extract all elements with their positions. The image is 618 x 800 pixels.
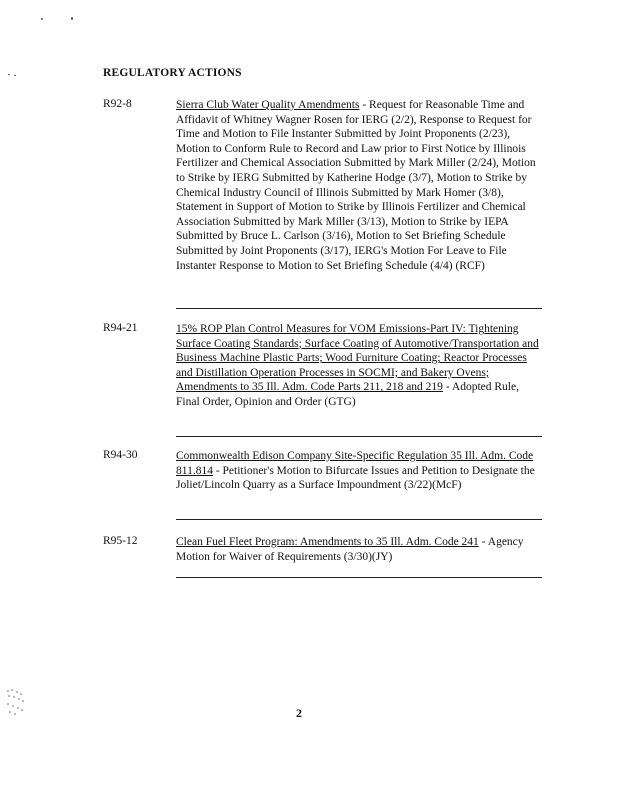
scan-speck [41,18,43,20]
entry-divider [176,308,542,309]
scan-speck [14,75,16,76]
entry-text: - Adopted Rule, Final Order, Opinion and Order (GTG) [176,381,519,408]
entry-description [176,322,542,410]
scan-artifact-mark [5,688,27,716]
entry-title: Sierra Club Water Quality Amendments [176,99,360,111]
entry-title: Commonwealth Edison Company Site-Specific Regulation 35 Ill. Adm. Code 811.814 [176,450,534,477]
section-heading: REGULATORY ACTIONS [103,67,242,79]
docket-number: R94-21 [103,322,138,334]
scan-speck [8,74,10,75]
entry-text: - Request for Reasonable Time and Affidavit of Whitney Wagner Rosen for IERG (2/2), Response to Request for Time and Motion to File Instanter Submitted by Joint Proponents (2/23), Motion to Conform Rule to Record and Law prior to First Notice by Illinois Fertilizer and Chemical Association Submitted by Mark Miller (2/24), Motion to Strike by IERG Submitted by Katherine Hodge (3/7), Motion to Strike by Chemical Industry Council of Illinois Submitted by Mark Homer (3/8), Statement in Support of Motion to Strike by Illinois Fertilizer and Chemical Association Submitted by Mark Miller (3/13), Motion to Strike by IEPA Submitted by Bruce L. Carlson (3/16), Motion to Set Briefing Schedule Submitted by Joint Proponents (3/17), IERG's Motion For Leave to File Instanter Response to Motion to Set Briefing Schedule (4/4) (RCF) [176,99,536,272]
entry-divider [176,519,542,520]
docket-number: R92-8 [103,98,132,110]
docket-number: R94-30 [103,449,138,461]
entry-divider [176,436,542,437]
entry-divider [176,577,542,578]
entry-text: - Agency Motion for Waiver of Requirements (3/30)(JY) [176,536,524,563]
entry-description [176,535,542,564]
entry-title: Clean Fuel Fleet Program: Amendments to 35 Ill. Adm. Code 241 [176,536,479,548]
entry-text: - Petitioner's Motion to Bifurcate Issues and Petition to Designate the Joliet/Lincoln Quarry as a Surface Impoundment (3/22)(McF) [176,464,535,492]
entry-description [176,98,542,273]
entry-description [176,449,542,493]
docket-number: R95-12 [103,535,138,547]
entry-title: 15% ROP Plan Control Measures for VOM Emissions-Part IV: Tightening Surface Coating Standards; Surface Coating of Automotive/Transportation and Business Machine Plastic Parts; Wood Furniture Coating; Reactor Processes and Distillation Operation Processes in SOCMI; and Bakery Ovens; Amendments to 35 Ill. Adm. Code Parts 211, 218 and 219 [176,323,539,394]
scan-speck [71,17,73,20]
page-number: 2 [296,706,302,720]
